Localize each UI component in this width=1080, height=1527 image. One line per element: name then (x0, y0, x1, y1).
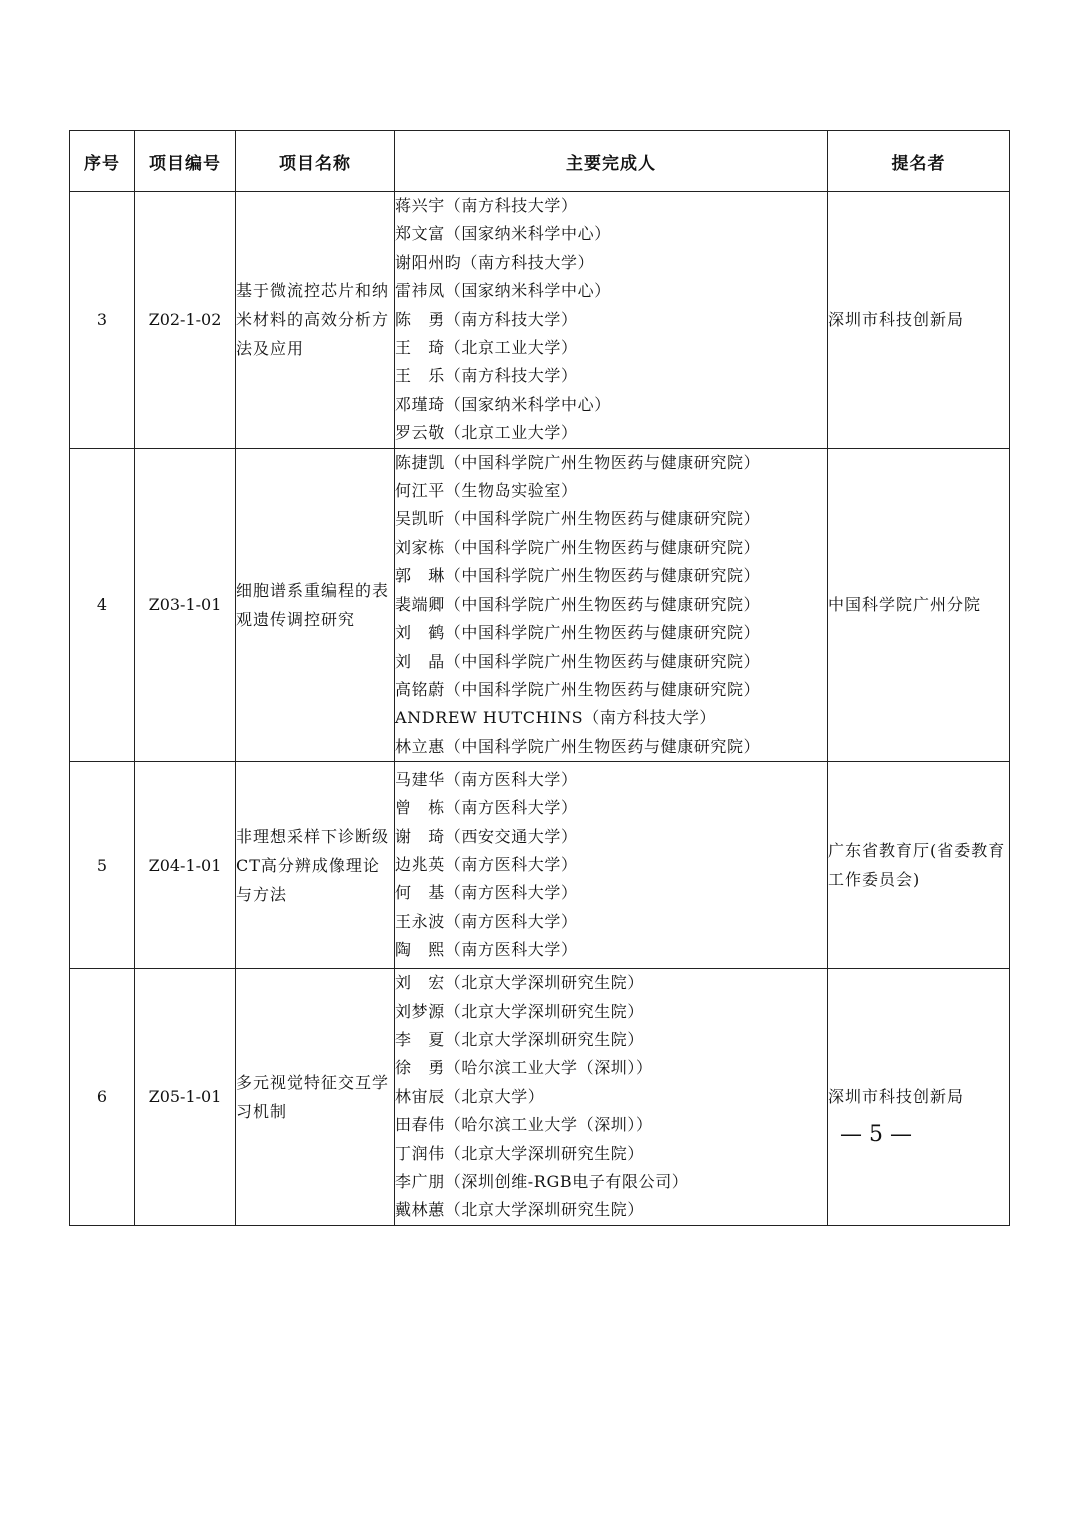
person-item: 李广朋（深圳创维-RGB电子有限公司） (395, 1171, 689, 1191)
header-seq: 序号 (70, 131, 135, 192)
header-title: 项目名称 (236, 131, 395, 192)
person-item: 刘梦源（北京大学深圳研究生院） (395, 1001, 645, 1021)
cell-title: 基于微流控芯片和纳米材料的高效分析方法及应用 (236, 192, 395, 449)
person-item: 雷祎凤（国家纳米科学中心） (395, 281, 611, 301)
cell-people (395, 192, 828, 449)
cell-code: Z05-1-01 (135, 969, 236, 1226)
person-item: 郑文富（国家纳米科学中心） (395, 224, 611, 244)
person-item: 曾 栋（南方医科大学） (395, 798, 578, 818)
person-item: 高铭蔚（中国科学院广州生物医药与健康研究院） (395, 679, 761, 699)
person-item: 刘 宏（北京大学深圳研究生院） (395, 973, 645, 993)
person-item: 丁润伟（北京大学深圳研究生院） (395, 1143, 645, 1163)
cell-seq: 6 (70, 969, 135, 1226)
cell-title: 细胞谱系重编程的表观遗传调控研究 (236, 448, 395, 761)
person-item: 边兆英（南方医科大学） (395, 854, 578, 874)
header-code: 项目编号 (135, 131, 236, 192)
cell-people (395, 448, 828, 761)
cell-people (395, 969, 828, 1226)
person-item: 何江平（生物岛实验室） (395, 481, 578, 501)
person-item: 郭 琳（中国科学院广州生物医药与健康研究院） (395, 566, 761, 586)
person-item: 刘 晶（中国科学院广州生物医药与健康研究院） (395, 651, 761, 671)
people-list (395, 192, 827, 448)
person-item: 陶 熙（南方医科大学） (395, 940, 578, 960)
cell-nominator: 深圳市科技创新局 (828, 192, 1010, 449)
person-item: 徐 勇（哈尔滨工业大学（深圳）） (395, 1058, 653, 1078)
header-people: 主要完成人 (395, 131, 828, 192)
person-item: 蒋兴宇（南方科技大学） (395, 196, 578, 215)
person-item: 裴端卿（中国科学院广州生物医药与健康研究院） (395, 594, 761, 614)
person-item: 王 琦（北京工业大学） (395, 338, 578, 358)
people-list (395, 969, 827, 1225)
person-item: 何 基（南方医科大学） (395, 883, 578, 903)
table-row (70, 969, 1010, 1226)
cell-code: Z02-1-02 (135, 192, 236, 449)
person-item: 陈捷凯（中国科学院广州生物医药与健康研究院） (395, 452, 761, 472)
person-item: 王 乐（南方科技大学） (395, 366, 578, 386)
header-nominator: 提名者 (828, 131, 1010, 192)
table-row (70, 192, 1010, 449)
person-item: 李 夏（北京大学深圳研究生院） (395, 1029, 645, 1049)
cell-code: Z04-1-01 (135, 762, 236, 969)
person-item: 罗云敬（北京工业大学） (395, 423, 578, 443)
table-row (70, 762, 1010, 969)
person-item: 陈 勇（南方科技大学） (395, 309, 578, 329)
cell-people (395, 762, 828, 969)
person-item: 马建华（南方医科大学） (395, 769, 578, 789)
people-list (395, 449, 827, 761)
person-item: 刘 鹤（中国科学院广州生物医药与健康研究院） (395, 623, 761, 643)
cell-nominator: 中国科学院广州分院 (828, 448, 1010, 761)
cell-code: Z03-1-01 (135, 448, 236, 761)
person-item: 谢 琦（西安交通大学） (395, 826, 578, 846)
cell-nominator: 深圳市科技创新局 (828, 969, 1010, 1226)
cell-seq: 3 (70, 192, 135, 449)
person-item: 吴凯昕（中国科学院广州生物医药与健康研究院） (395, 509, 761, 529)
cell-title: 非理想采样下诊断级CT高分辨成像理论与方法 (236, 762, 395, 969)
person-item: 林立惠（中国科学院广州生物医药与健康研究院） (395, 736, 761, 756)
table-row (70, 448, 1010, 761)
person-item: 邓瑾琦（国家纳米科学中心） (395, 394, 611, 414)
cell-seq: 5 (70, 762, 135, 969)
person-item: 林宙辰（北京大学） (395, 1086, 545, 1106)
page-number: — 5 — (840, 1122, 912, 1147)
people-list (395, 766, 827, 965)
person-item: 谢阳州昀（南方科技大学） (395, 252, 595, 272)
person-item: ANDREW HUTCHINS（南方科技大学） (395, 708, 717, 728)
cell-title: 多元视觉特征交互学习机制 (236, 969, 395, 1226)
cell-seq: 4 (70, 448, 135, 761)
person-item: 田春伟（哈尔滨工业大学（深圳）） (395, 1115, 653, 1135)
person-item: 戴林蕙（北京大学深圳研究生院） (395, 1200, 645, 1220)
person-item: 王永波（南方医科大学） (395, 911, 578, 931)
award-table (69, 130, 1010, 1226)
cell-nominator: 广东省教育厅(省委教育工作委员会) (828, 762, 1010, 969)
header-row (70, 131, 1010, 192)
person-item: 刘家栋（中国科学院广州生物医药与健康研究院） (395, 537, 761, 557)
